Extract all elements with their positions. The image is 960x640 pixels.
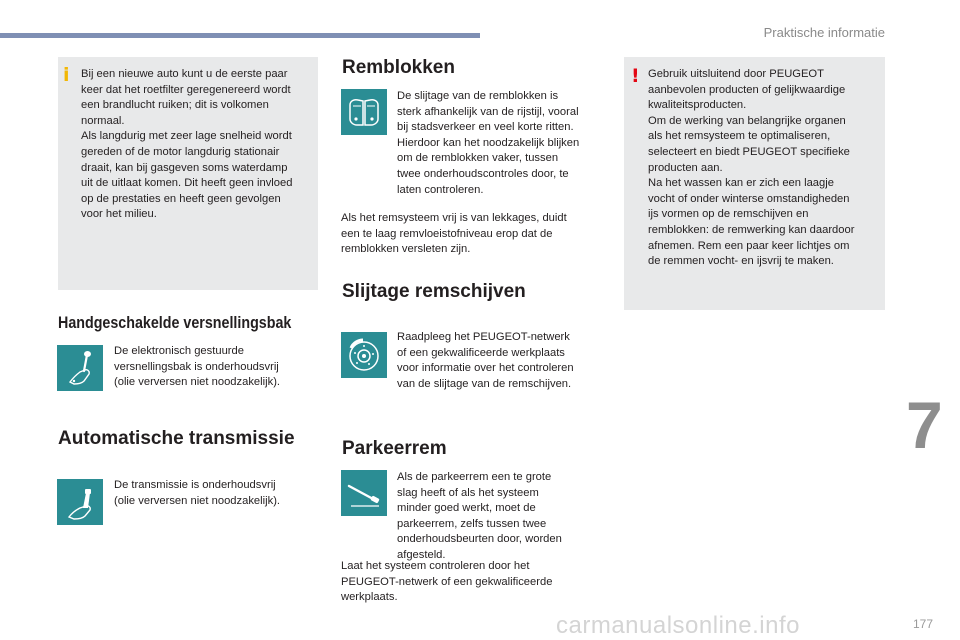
chapter-number: 7 (906, 388, 943, 462)
warning-box (624, 57, 885, 310)
brake-pads-icon (341, 89, 387, 135)
header-accent-bar (0, 33, 480, 38)
info-box (58, 57, 318, 290)
manual-gearbox-icon (57, 345, 103, 391)
watermark: carmanualsonline.info (556, 612, 800, 639)
section-title-brake-pads: Remblokken (342, 57, 455, 78)
brake-discs-text: Raadpleeg het PEUGEOT-netwerk of een gekwalificeerde werkplaats voor informatie over het controleren van de slijtage van de remschijven. (397, 331, 574, 390)
brake-disc-icon (341, 332, 387, 378)
section-title-manual-gearbox: Handgeschakelde versnellingsbak (58, 313, 292, 332)
parking-brake-note: Laat het systeem controleren door het PEUGEOT-netwerk of een gekwalificeerde werkplaats. (341, 560, 553, 604)
brake-pads-text: De slijtage van de remblokken is sterk afhankelijk van de rijstijl, vooral bij stadsverkeer en veel korte ritten. Hierdoor kan het noodzakelijk blijken om de remblokken vaker, tussen twee onderhoudscontroles door, te laten controleren. (397, 90, 580, 196)
warning-icon: ! (631, 65, 640, 87)
page-number: 177 (913, 617, 934, 631)
parking-brake-text: Als de parkeerrem een te grote slag heeft of als het systeem minder goed werkt, moet de parkeerrem, zelfs tussen twee onderhoudsbeurten door, worden afgesteld. (397, 471, 562, 561)
manual-gearbox-text: De elektronisch gestuurde versnellingsbak is onderhoudsvrij (olie verversen niet noodzakelijk). (114, 345, 281, 389)
section-title-automatic: Automatische transmissie (58, 428, 295, 449)
info-box-text: Bij een nieuwe auto kunt u de eerste paar keer dat het roetfilter geregenereerd wordt een brandlucht ruiken; dit is volkomen normaal. Als langdurig met zeer lage snelheid wordt gereden of de motor langdurig stationair draait, kan bij gasgeven soms waterdamp uit de uitlaat komen. Dit heeft geen invloed op de prestaties en heeft geen gevolgen voor het milieu. (81, 68, 293, 221)
brake-pads-note: Als het remsysteem vrij is van lekkages, duidt een te laag remvloeistofniveau erop dat de remblokken versleten zijn. (341, 212, 567, 256)
section-title-parking-brake: Parkeerrem (342, 438, 447, 459)
info-icon: i (63, 64, 70, 86)
parking-brake-icon (341, 470, 387, 516)
section-title-brake-discs: Slijtage remschijven (342, 281, 526, 302)
automatic-gearbox-icon (57, 479, 103, 525)
page-header-title: Praktische informatie (763, 25, 885, 40)
automatic-text: De transmissie is onderhoudsvrij (olie verversen niet noodzakelijk). (114, 479, 281, 507)
warning-box-text: Gebruik uitsluitend door PEUGEOT aanbevolen producten of gelijkwaardige kwaliteitsproducten. Om de werking van belangrijke organen als het remsysteem te optimaliseren, selecteert en biedt PEUGEOT specifieke producten aan. Na het wassen kan er zich een laagje vocht of onder winterse omstandigheden ijs vormen op de remschijven en remblokken: de remwerking kan daardoor afnemen. Rem een paar keer lichtjes om de remmen vocht- en ijsvrij te maken. (648, 68, 855, 268)
